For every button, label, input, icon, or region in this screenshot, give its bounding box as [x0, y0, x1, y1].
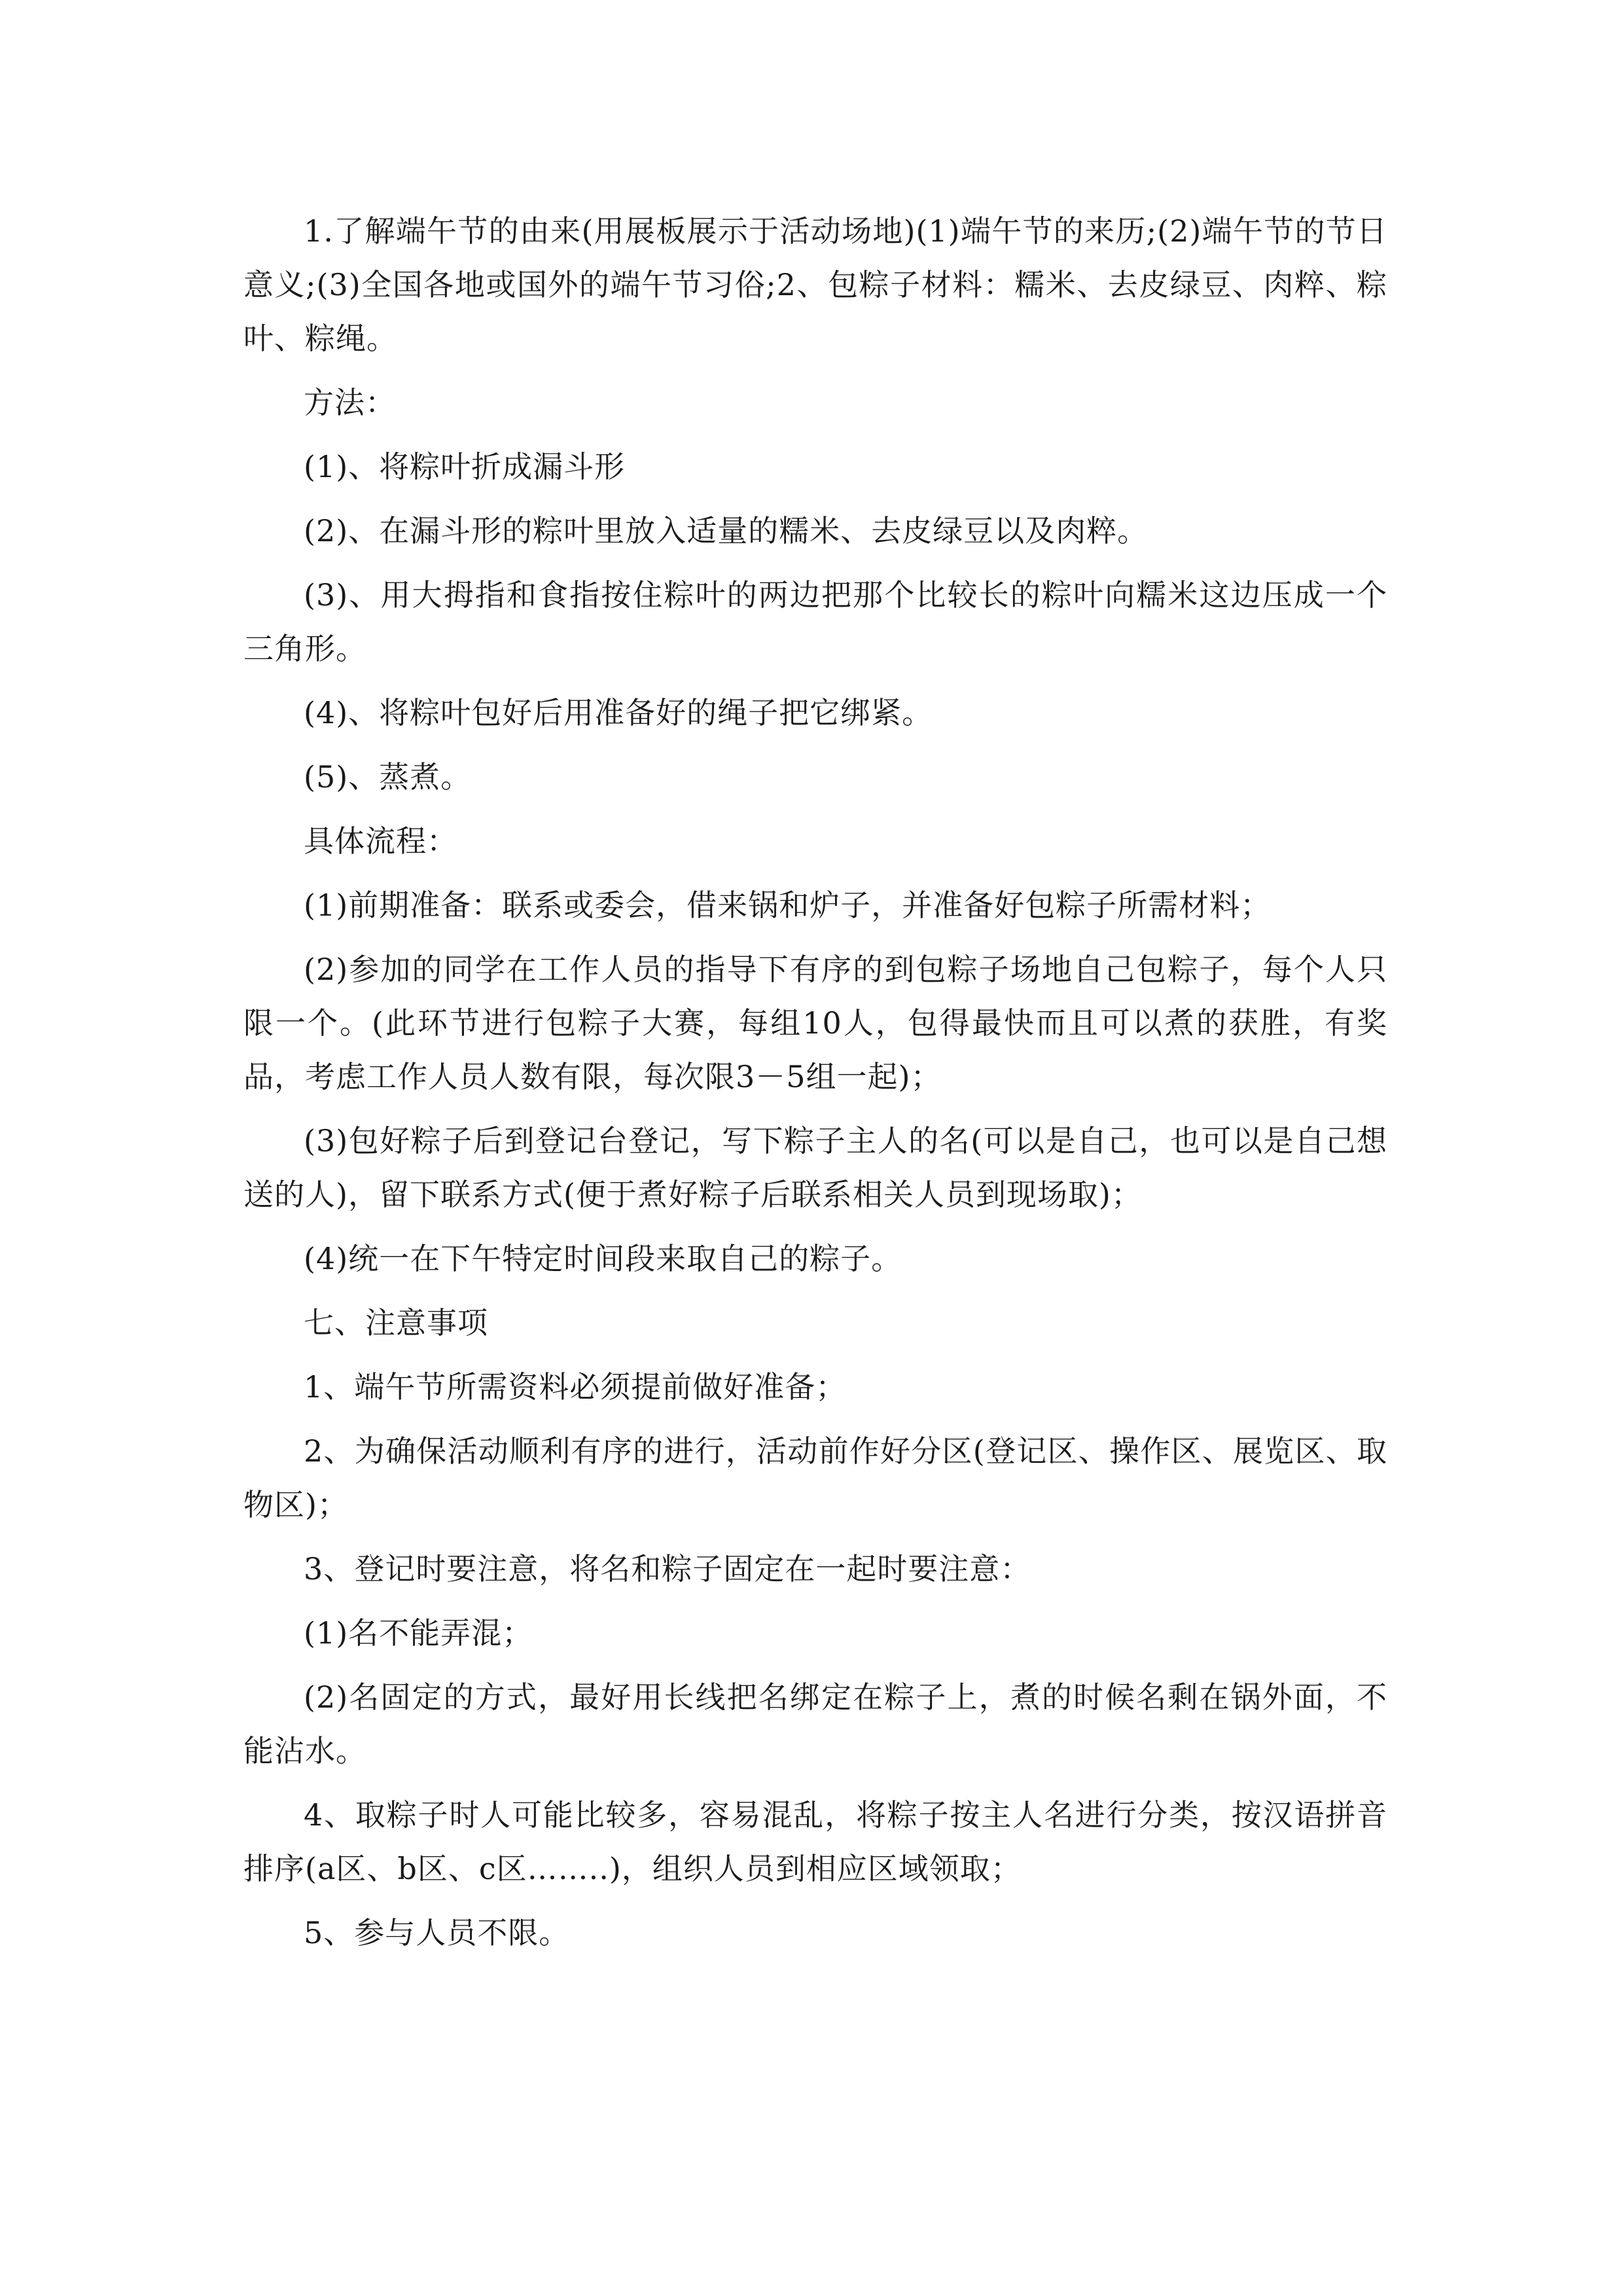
- paragraph-process-heading: 具体流程：: [304, 823, 457, 859]
- paragraph-intro: 1.了解端午节的由来(用展板展示于活动场地)(1)端午节的来历;(2)端午节的节日意义;(3)全国各地或国外的端午节习俗;2、包粽子材料：糯米、去皮绿豆、肉粹、粽叶、粽绳。: [243, 213, 1387, 356]
- paragraph-process-3: (3)包好粽子后到登记台登记，写下粽子主人的名(可以是自己，也可以是自己想送的人)，留下联系方式(便于煮好粽子后联系相关人员到现场取)；: [243, 1123, 1387, 1212]
- paragraph-note-3-2: (2)名固定的方式，最好用长线把名绑定在粽子上，煮的时候名剩在锅外面，不能沾水。: [243, 1679, 1387, 1768]
- paragraph-note-4: 4、取粽子时人可能比较多，容易混乱，将粽子按主人名进行分类，按汉语拼音排序(a区、b区、c区……..)，组织人员到相应区域领取；: [243, 1797, 1387, 1886]
- paragraph-note-3: 3、登记时要注意，将名和粽子固定在一起时要注意：: [304, 1551, 1031, 1587]
- paragraph-step-2: (2)、在漏斗形的粽叶里放入适量的糯米、去皮绿豆以及肉粹。: [304, 513, 1149, 548]
- paragraph-process-2: (2)参加的同学在工作人员的指导下有序的到包粽子场地自己包粽子，每个人只限一个。(此环节进行包粽子大赛，每组10人，包得最快而且可以煮的获胜，有奖品，考虑工作人员人数有限，每次限3－5组一起)；: [243, 952, 1387, 1094]
- paragraph-note-3-1: (1)名不能弄混；: [304, 1615, 533, 1651]
- paragraph-note-1: 1、端午节所需资料必须提前做好准备；: [304, 1369, 847, 1405]
- paragraph-method-heading: 方法：: [304, 385, 396, 420]
- paragraph-note-2: 2、为确保活动顺利有序的进行，活动前作好分区(登记区、操作区、展览区、取物区)；: [243, 1433, 1387, 1522]
- paragraph-step-4: (4)、将粽叶包好后用准备好的绳子把它绑紧。: [304, 695, 933, 730]
- paragraph-process-1: (1)前期准备：联系或委会，借来锅和炉子，并准备好包粽子所需材料；: [304, 888, 1272, 923]
- paragraph-notes-heading: 七、注意事项: [304, 1305, 488, 1340]
- paragraph-step-5: (5)、蒸煮。: [304, 759, 472, 795]
- paragraph-process-4: (4)统一在下午特定时间段来取自己的粽子。: [304, 1241, 902, 1276]
- paragraph-step-3: (3)、用大拇指和食指按住粽叶的两边把那个比较长的粽叶向糯米这边压成一个三角形。: [243, 577, 1387, 666]
- paragraph-note-5: 5、参与人员不限。: [304, 1915, 570, 1950]
- document-body: [243, 204, 1387, 1970]
- paragraph-step-1: (1)、将粽叶折成漏斗形: [304, 449, 626, 484]
